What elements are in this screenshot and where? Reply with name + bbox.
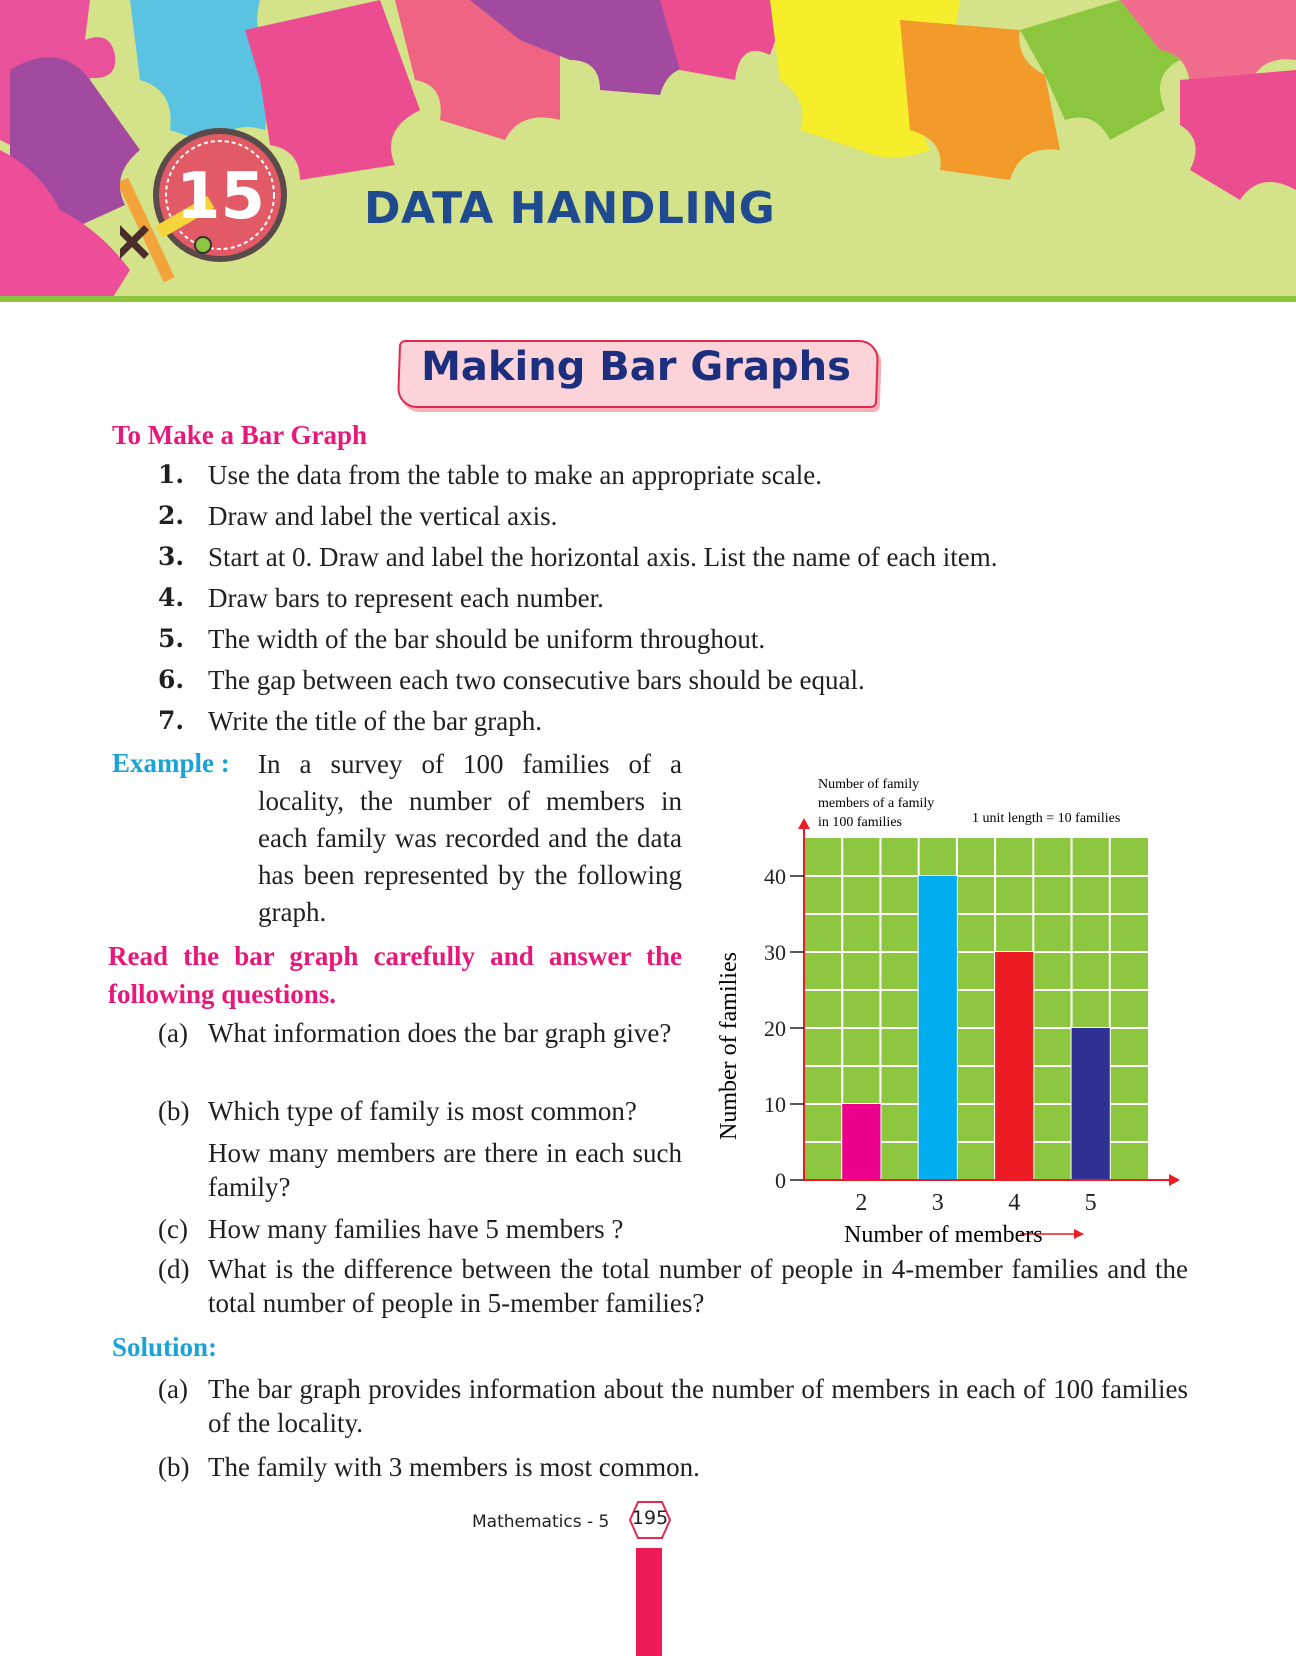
chart-y-tick-label: 40 [764,864,786,889]
page-tab-strip [636,1548,662,1656]
chart-x-tick-label: 5 [1084,1190,1097,1216]
example-text: In a survey of 100 families of a locality, the number of members in each family was recorded and the data has been represented by the following graph. [258,749,682,927]
list-item: 2. Draw and label the vertical axis. [158,501,558,531]
question-b: (b) Which type of family is most common? How many members are there in each such family? [158,1096,682,1202]
read-heading: Read the bar graph carefully and answer the following questions. [108,941,682,1009]
chart-y-axis-label: Number of families [716,952,742,1140]
list-item: 1. Use the data from the table to make an appropriate scale. [158,460,822,490]
list-item: 5. The width of the bar should be uniform throughout. [158,624,766,654]
chart-x-axis-arrow [1169,1174,1180,1186]
chart-y-tick-label: 20 [764,1016,786,1041]
list-item: 4. Draw bars to represent each number. [158,583,604,613]
steps-list [158,460,1158,747]
chart-y-tick-label: 30 [764,940,786,965]
chart-bar-4 [995,952,1033,1180]
bar-chart [700,770,1296,1250]
answer-b: (b) The family with 3 members is most common. [158,1452,700,1482]
section-heading: To Make a Bar Graph [112,420,368,450]
page-number: 195 [631,1507,669,1529]
question-c: (c) How many families have 5 members ? [158,1214,624,1244]
chart-bar-5 [1072,1028,1110,1180]
example-label: Example : [112,748,230,778]
chart-y-tick-label: 10 [764,1092,786,1117]
list-item: 3. Start at 0. Draw and label the horizontal axis. List the name of each item. [158,542,998,572]
chart-y-tick-label: 0 [775,1168,786,1193]
chart-x-tick-label: 2 [855,1190,868,1216]
chart-x-tick-label: 4 [1008,1190,1021,1216]
solution-heading: Solution: [112,1332,218,1362]
chart-x-tick-label: 3 [931,1190,944,1216]
chapter-title: DATA HANDLING [364,183,776,234]
list-item: 6. The gap between each two consecutive bars should be equal. [158,665,865,695]
answer-a: (a) The bar graph provides information about the number of members in each of 100 families of the locality. [158,1374,1188,1438]
chart-title-line-3: in 100 families [818,815,902,830]
chart-x-axis-label: Number of members [844,1222,1043,1248]
chart-bar-2 [842,1104,880,1180]
chart-title-line-2: members of a family [818,796,935,811]
footer-book-title: Mathematics - 5 [472,1512,610,1532]
question-d: (d) What is the difference between the total number of people in 4-member families and the total number of people in 5-member families? [158,1254,1188,1318]
chapter-number: 15 [176,160,266,234]
topic-title: Making Bar Graphs [421,344,851,390]
bar-chart-svg [700,770,1296,1250]
chart-title-line-1: Number of family [818,777,920,792]
list-item: 7. Write the title of the bar graph. [158,706,543,736]
x-label-arrow-head [1074,1229,1084,1239]
question-a: (a) What information does the bar graph give? [158,1018,672,1048]
chapter-banner [0,0,1296,302]
chart-y-axis-arrow [798,818,810,829]
chart-bar-3 [919,876,957,1180]
chart-scale-note: 1 unit length = 10 families [972,811,1121,826]
